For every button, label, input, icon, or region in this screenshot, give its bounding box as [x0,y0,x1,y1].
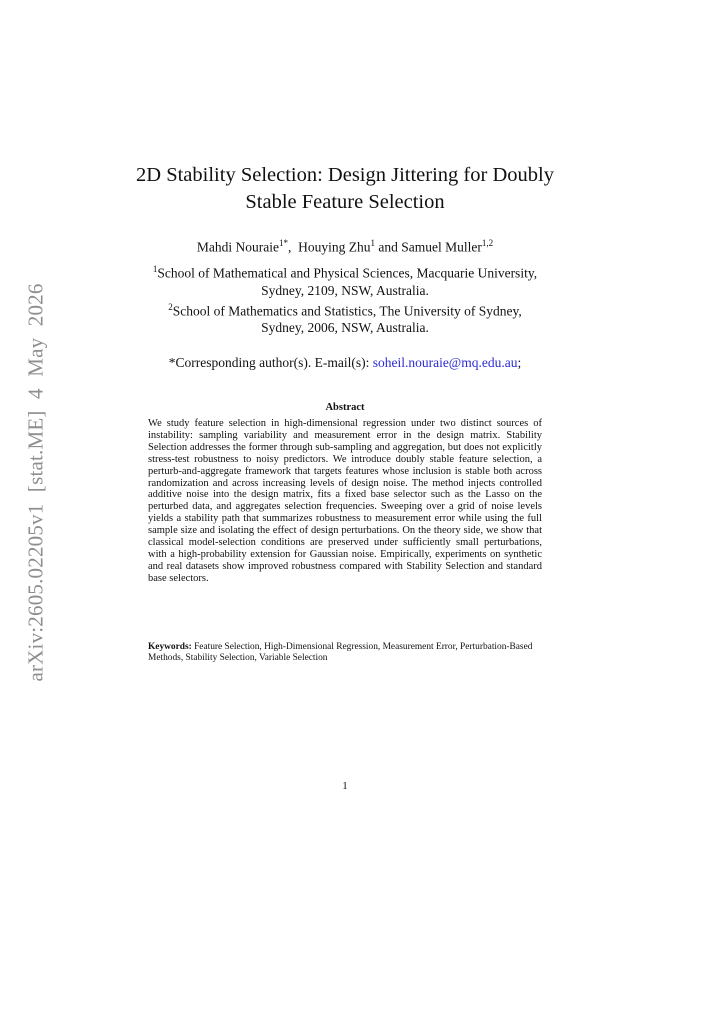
affiliation-line: Sydney, 2109, NSW, Australia. [261,282,429,298]
arxiv-identifier-text: arXiv:2605.02205v1 [stat.ME] 4 May 2026 [23,282,48,682]
arxiv-identifier-stamp [18,282,54,682]
affiliation-text: School of Mathematical and Physical Sciences, Macquarie University, [157,265,538,281]
corresponding-author-note [120,355,570,371]
author-conjunction: and [378,239,398,255]
author-name: Samuel Muller [401,239,482,255]
affiliation-mark: 1 [152,264,158,274]
affiliation-line: Sydney, 2006, NSW, Australia. [261,320,429,335]
keywords-text: Feature Selection, High-Dimensional Regression, Measurement Error, Perturbation-Based Methods, Stability Selection, Variable Selection [148,642,533,663]
affiliation-line [120,261,570,282]
paper-title: 2D Stability Selection: Design Jittering for Doubly Stable Feature Selection [136,164,554,213]
author-name: Mahdi Nouraie [196,239,279,255]
abstract-heading: Abstract [325,402,365,413]
author-name: Houying Zhu [298,239,371,255]
corresponding-suffix: ; [517,355,522,370]
corresponding-prefix: *Corresponding author(s). E-mail(s): [168,355,370,370]
affiliation-line [120,299,570,320]
keywords-label: Keywords: [148,642,192,652]
keywords-block [148,642,542,664]
author-list: Mahdi Nouraie$^{1*}$, Houying Zhu$^1$ and Samuel Muller$^{1,2}$ [196,238,494,255]
affiliation-mark: 2 [168,301,173,312]
abstract-body: We study feature selection in high-dimensional regression under two distinct sources of instability: sampling variability and measurement error in the design matrix. Stability Selection addresses the former through sub-sampling and aggregation, but does not explicitly stress-test robustness to noisy predictors. We introduce doubly stable feature selection, a perturb-and-aggregate framework that targets features whose inclusion is stable both across randomization and across increasing levels of design noise. The method injects controlled additive noise into the design matrix, fits a fixed base selector such as the Lasso on the perturbed data, and aggregates selection frequencies. Sweeping over a grid of noise levels yields a stability path that summarizes robustness to measurement error while using the full sample size and isolating the effect of design perturbations. On the theory side, we show that classical model-selection conditions are preserved under sufficiently small perturbations, with a high-probability extension for Gaussian noise. Empirically, experiments on synthetic and real datasets show improved robustness compared with Stability Selection and standard base selectors. [148,418,542,584]
author-affiliation-mark: 1,2 [481,238,494,248]
author-affiliation-mark: 1 [370,238,375,248]
affiliation-list [120,261,570,336]
author-affiliation-mark: 1* [278,238,288,248]
corresponding-email-link[interactable]: soheil.nouraie@mq.edu.au [372,355,518,370]
affiliation-text: School of Mathematics and Statistics, The University of Sydney, [172,303,522,318]
page-number: 1 [342,780,348,792]
